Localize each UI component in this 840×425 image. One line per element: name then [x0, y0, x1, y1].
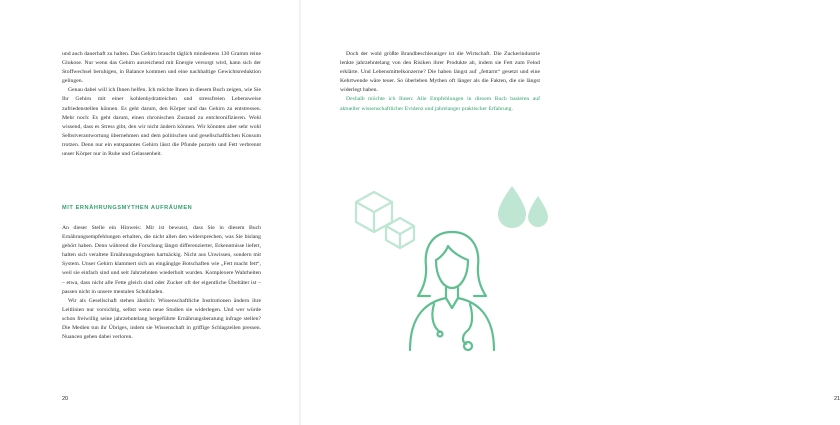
section-heading: MIT ERNÄHRUNGSMYTHEN AUFRÄUMEN	[62, 205, 193, 211]
doctor-illustration-icon	[352, 182, 552, 352]
right-top-text	[340, 50, 540, 114]
left-page	[0, 0, 300, 425]
page-number-left: 20	[62, 396, 69, 402]
left-top-text	[62, 50, 261, 159]
left-paragraph-3: An dieser Stelle ein Hinweis: Mir ist bewusst, dass Sie in diesem Buch Ernährungsempfehlungen erhalten, die nicht allen den widersprechen, was Sie bislang gehört haben. Denn während die Forschung längst differenzierter, Erkenntnisse liefert, halten sich veraltete Ernährungsdogmen hartnäckig. Nicht aus Unwissen, sondern mit System. Unser Gehirn klammert sich an eingängige Botschaften wie „Fett macht fett“, weil sie einfach sind und seit Jahrzehnten wiederholt wurden. Komplexere Wahrheiten – etwa, dass nicht alle Fette gleich sind oder Zucker oft der eigentliche Übeltäter ist – passen nicht in unsere mentalen Schubladen.	[62, 225, 261, 295]
left-paragraph-4: Wir als Gesellschaft stehen ähnlich: Wissenschaftliche Institutionen ändern ihre Leitlinien nur vorsichtig, selbst wenn neue Studien sie widerlegen. Und wer würde schon freiwillig seine jahrzehntelang hergeführte Ernährungsberatung infrage stellen? Die Medien tun ihr Übriges, indem sie Wissenschaft in griffige Schlagzeilen pressen. Nuancen gehen dabei verloren.	[62, 297, 261, 341]
left-bottom-text	[62, 224, 261, 342]
water-drop-icon	[498, 186, 526, 228]
left-paragraph-2: Genau dabei will ich Ihnen helfen. Ich möchte Ihnen in diesem Buch zeigen, wie Sie Ihr Gehirn mit einer kohlenhydratreichen und stressfreien Lebensweise zufriedenstellen können. Es geht darum, den Körper und das Gehirn zu entstressen. Mehr noch: Es geht darum, einen chronischen Zustand zu entchronifizieren. Wohl wissend, dass es Stress gibt, den wir nicht ändern können. Wir könnten aber sehr wohl Selbstverantwortung übernehmen und dem politischen und gesellschaftlichen Konsum trotzen. Denn nur ein entspanntes Gehirn lässt die Pfunde purzeln und Fett verbrennt unser Körper nur in Ruhe und Gelassenheit.	[62, 87, 261, 158]
water-drop-icon	[528, 196, 548, 227]
left-paragraph-1: und auch dauerhaft zu halten. Das Gehirn braucht täglich mindestens 130 Gramm reine Glukose. Nur wenn das Gehirn ausreichend mit Energie versorgt wird, kann sich der Stoffwechsel beruhigen, in Balance kommen und eine nachhaltige Gewichtsreduktion gelingen.	[62, 51, 261, 85]
page-number-right: 21	[834, 396, 840, 402]
right-paragraph-1: Doch der wohl größte Brandbeschleuniger ist die Wirtschaft. Die Zuckerindustrie lenkte jahrzehntelang von den Risiken ihrer Produkte ab, indem sie Fett zum Feind erklärte. Und Lebensmittelkonzerne? Die haben längst auf „fettarm“ gesetzt und eine Kehrtwende wäre teuer. So überleben Mythen oft länger als die Fakten, die sie längst widerlegt haben.	[340, 51, 540, 94]
doctor-figure-icon	[410, 232, 494, 350]
sugar-cube-icon	[386, 218, 414, 248]
right-paragraph-2-highlight: Deshalb möchte ich Ihnen: Alle Empfehlungen in diesem Buch basieren auf aktueller wissenschaftlicher Evidenz und jahrelanger praktischer Erfahrung.	[340, 96, 540, 112]
